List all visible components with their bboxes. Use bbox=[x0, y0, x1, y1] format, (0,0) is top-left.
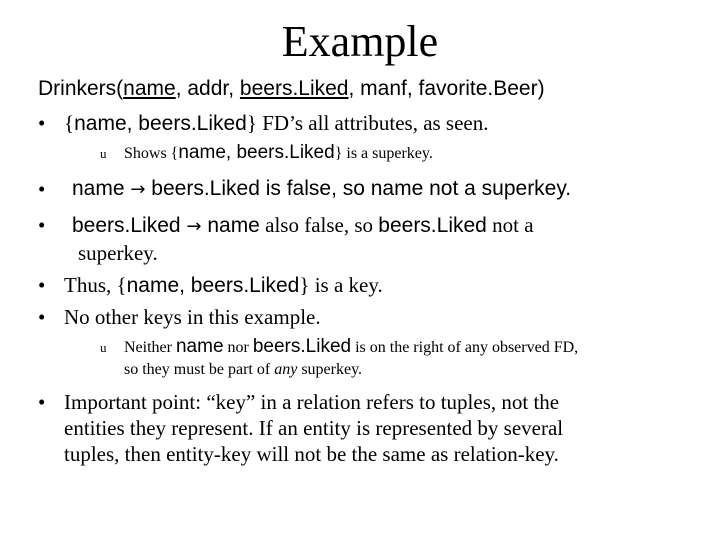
brace-open: { bbox=[64, 111, 75, 135]
fd-rhs: name bbox=[201, 214, 260, 237]
fd-lhs: name bbox=[72, 177, 131, 200]
sub-2-prefix: Neither bbox=[124, 339, 176, 356]
relation-separator: , addr, bbox=[175, 77, 240, 100]
bullet-3-mid: also false, so bbox=[259, 213, 379, 237]
key-attr-name: name bbox=[123, 77, 176, 100]
sub-1-suffix: } is a superkey. bbox=[334, 145, 433, 162]
fd-lhs: beers.Liked bbox=[72, 214, 187, 237]
fd-rhs: beers.Liked is false, so name not a superkey. bbox=[145, 177, 572, 200]
relation-rest: , manf, favorite.Beer) bbox=[348, 77, 545, 100]
attr-beers-liked: beers.Liked bbox=[378, 214, 487, 237]
sub-bullet-icon: u bbox=[100, 340, 107, 355]
bullet-2-text bbox=[72, 176, 571, 203]
bullet-4-prefix: Thus, { bbox=[64, 273, 127, 297]
attr-name: name bbox=[175, 336, 224, 357]
attr-set: name, beers.Liked bbox=[126, 274, 300, 297]
bullet-3-end: not a bbox=[486, 213, 534, 237]
bullet-icon: • bbox=[38, 273, 46, 297]
attr-set: name, beers.Liked bbox=[74, 112, 247, 135]
sub-bullet-2-line-2 bbox=[124, 359, 362, 381]
bullet-4-suffix: } is a key. bbox=[299, 273, 383, 297]
attr-beers-liked: beers.Liked bbox=[252, 336, 352, 357]
relation-name: Drinkers( bbox=[38, 77, 124, 100]
sub-2-mid: nor bbox=[223, 339, 253, 356]
slide-title: Example bbox=[281, 17, 439, 66]
sub-bullet-1-text bbox=[124, 142, 433, 165]
sub-2-suffix: is on the right of any observed FD, bbox=[351, 339, 579, 356]
bullet-6-line-2: entities they represent. If an entity is represented by several bbox=[64, 416, 564, 440]
key-attr-beers-liked: beers.Liked bbox=[239, 77, 349, 100]
bullet-1-rest: } FD’s all attributes, as seen. bbox=[246, 111, 489, 135]
bullet-3-text bbox=[72, 212, 534, 240]
bullet-icon: • bbox=[38, 213, 46, 237]
bullet-6-line-3: tuples, then entity-key will not be the same as relation-key. bbox=[64, 442, 559, 466]
bullet-3-continuation: superkey. bbox=[78, 241, 158, 265]
bullet-icon: • bbox=[38, 305, 46, 329]
bullet-icon: • bbox=[38, 390, 46, 414]
sub-bullet-2-line-1 bbox=[124, 336, 578, 359]
emphasis-any: any bbox=[274, 361, 298, 378]
bullet-5-text: No other keys in this example. bbox=[64, 305, 321, 329]
sub-2-line-2-b: superkey. bbox=[297, 361, 363, 378]
attr-set: name, beers.Liked bbox=[178, 142, 335, 163]
bullet-6-line-1: Important point: “key” in a relation refers to tuples, not the bbox=[64, 390, 560, 414]
implies-arrow-icon: → bbox=[130, 179, 146, 200]
bullet-1-text bbox=[64, 110, 489, 137]
sub-bullet-icon: u bbox=[100, 146, 107, 161]
implies-arrow-icon: → bbox=[186, 216, 202, 237]
bullet-4-text bbox=[64, 272, 383, 299]
bullet-icon: • bbox=[38, 111, 46, 135]
bullet-icon: • bbox=[38, 177, 46, 201]
sub-1-prefix: Shows { bbox=[124, 145, 179, 162]
relation-schema bbox=[38, 76, 545, 102]
sub-2-line-2-a: so they must be part of bbox=[124, 361, 275, 378]
